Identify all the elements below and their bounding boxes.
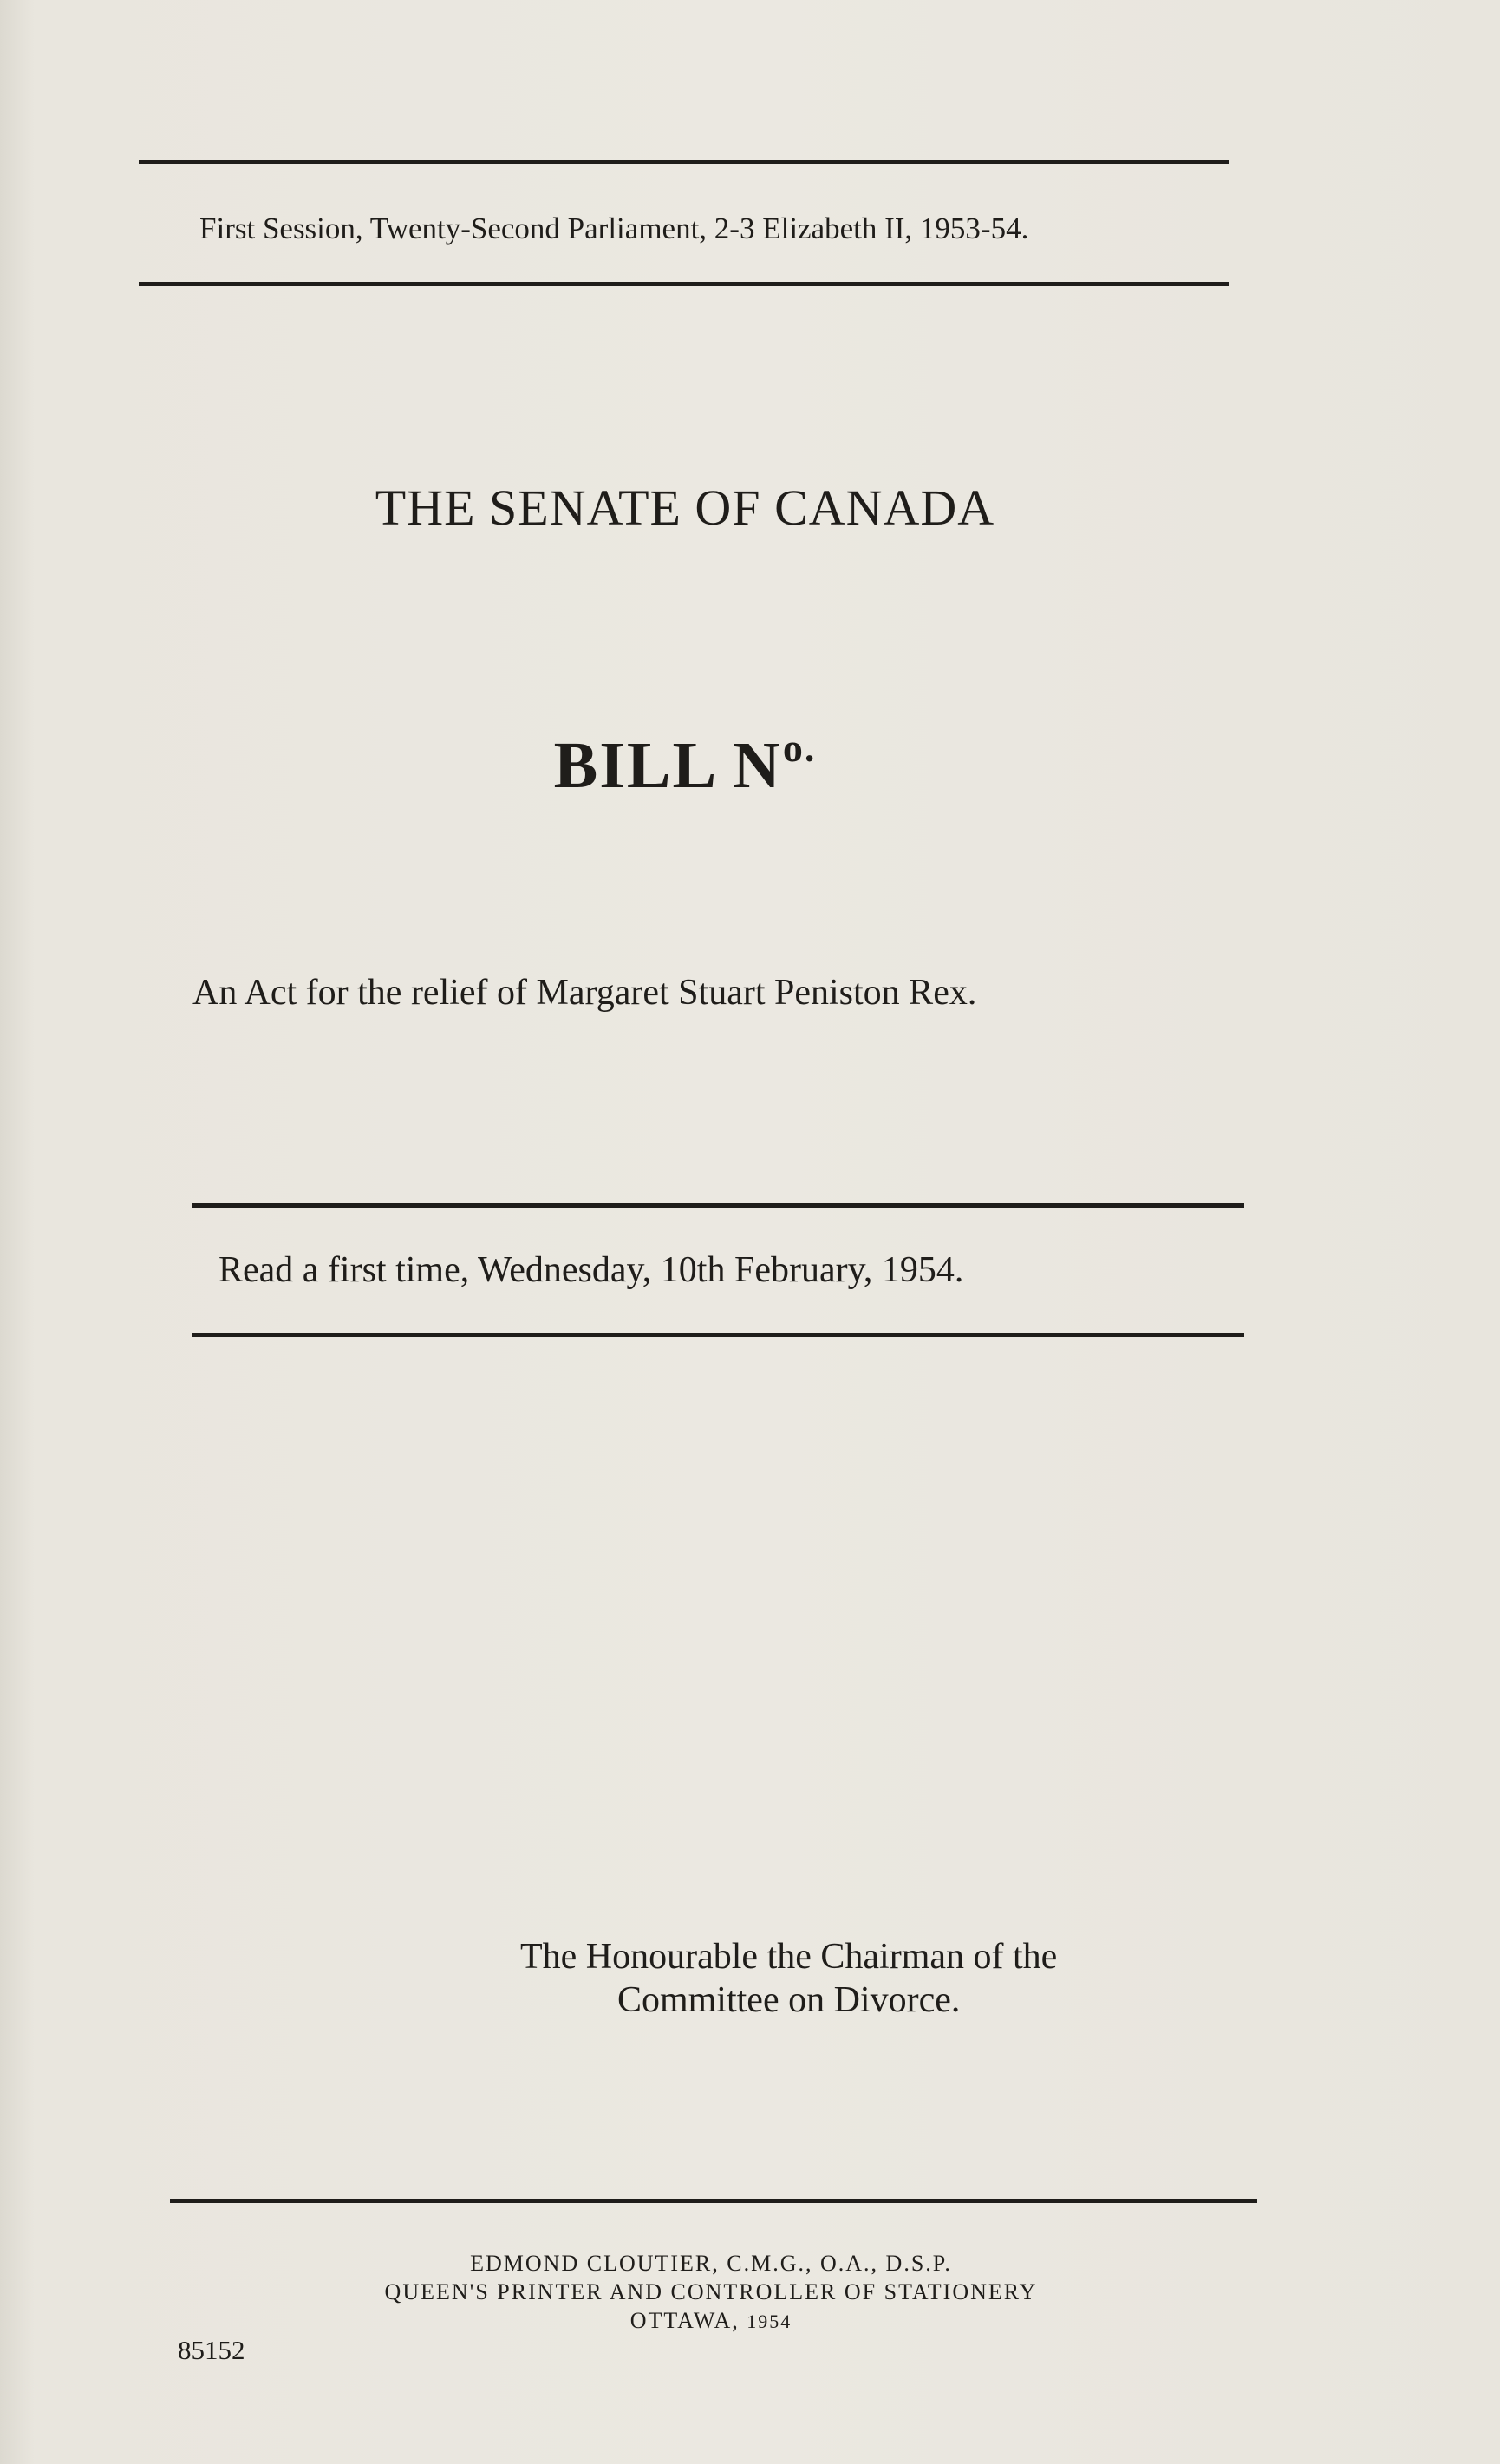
sponsor-block	[520, 1935, 1057, 2022]
reading-top-rule	[192, 1203, 1244, 1208]
bleed-through	[165, 841, 174, 885]
top-rule	[139, 160, 1229, 164]
printer-name: EDMOND CLOUTIER, C.M.G., O.A., D.S.P.	[470, 2251, 952, 2276]
job-number: 85152	[178, 2335, 245, 2365]
printer-year: 1954	[747, 2311, 792, 2332]
reading-bottom-rule	[192, 1333, 1244, 1337]
session-rule	[139, 282, 1229, 286]
sponsor-line-2: Committee on Divorce.	[616, 1980, 961, 2020]
printer-title: QUEEN'S PRINTER AND CONTROLLER OF STATIONERY	[384, 2279, 1038, 2304]
bill-number-title	[0, 725, 1370, 804]
printer-city: OTTAWA,	[629, 2308, 740, 2333]
first-reading-line: Read a first time, Wednesday, 10th February, 1954.	[218, 1250, 964, 1290]
session-line: First Session, Twenty-Second Parliament, 2-3 Elizabeth II, 1953-54.	[199, 212, 1029, 245]
printer-city-line	[0, 2306, 1422, 2336]
footer-rule	[170, 2199, 1257, 2203]
act-title: An Act for the relief of Margaret Stuart Peniston Rex.	[192, 973, 977, 1013]
bill-label: BILL N	[553, 729, 782, 802]
sponsor-line-1: The Honourable the Chairman of the	[520, 1937, 1058, 1977]
printer-imprint	[0, 2249, 1422, 2336]
chamber-title: THE SENATE OF CANADA	[375, 479, 995, 536]
bill-number-suffix: o.	[782, 726, 817, 770]
